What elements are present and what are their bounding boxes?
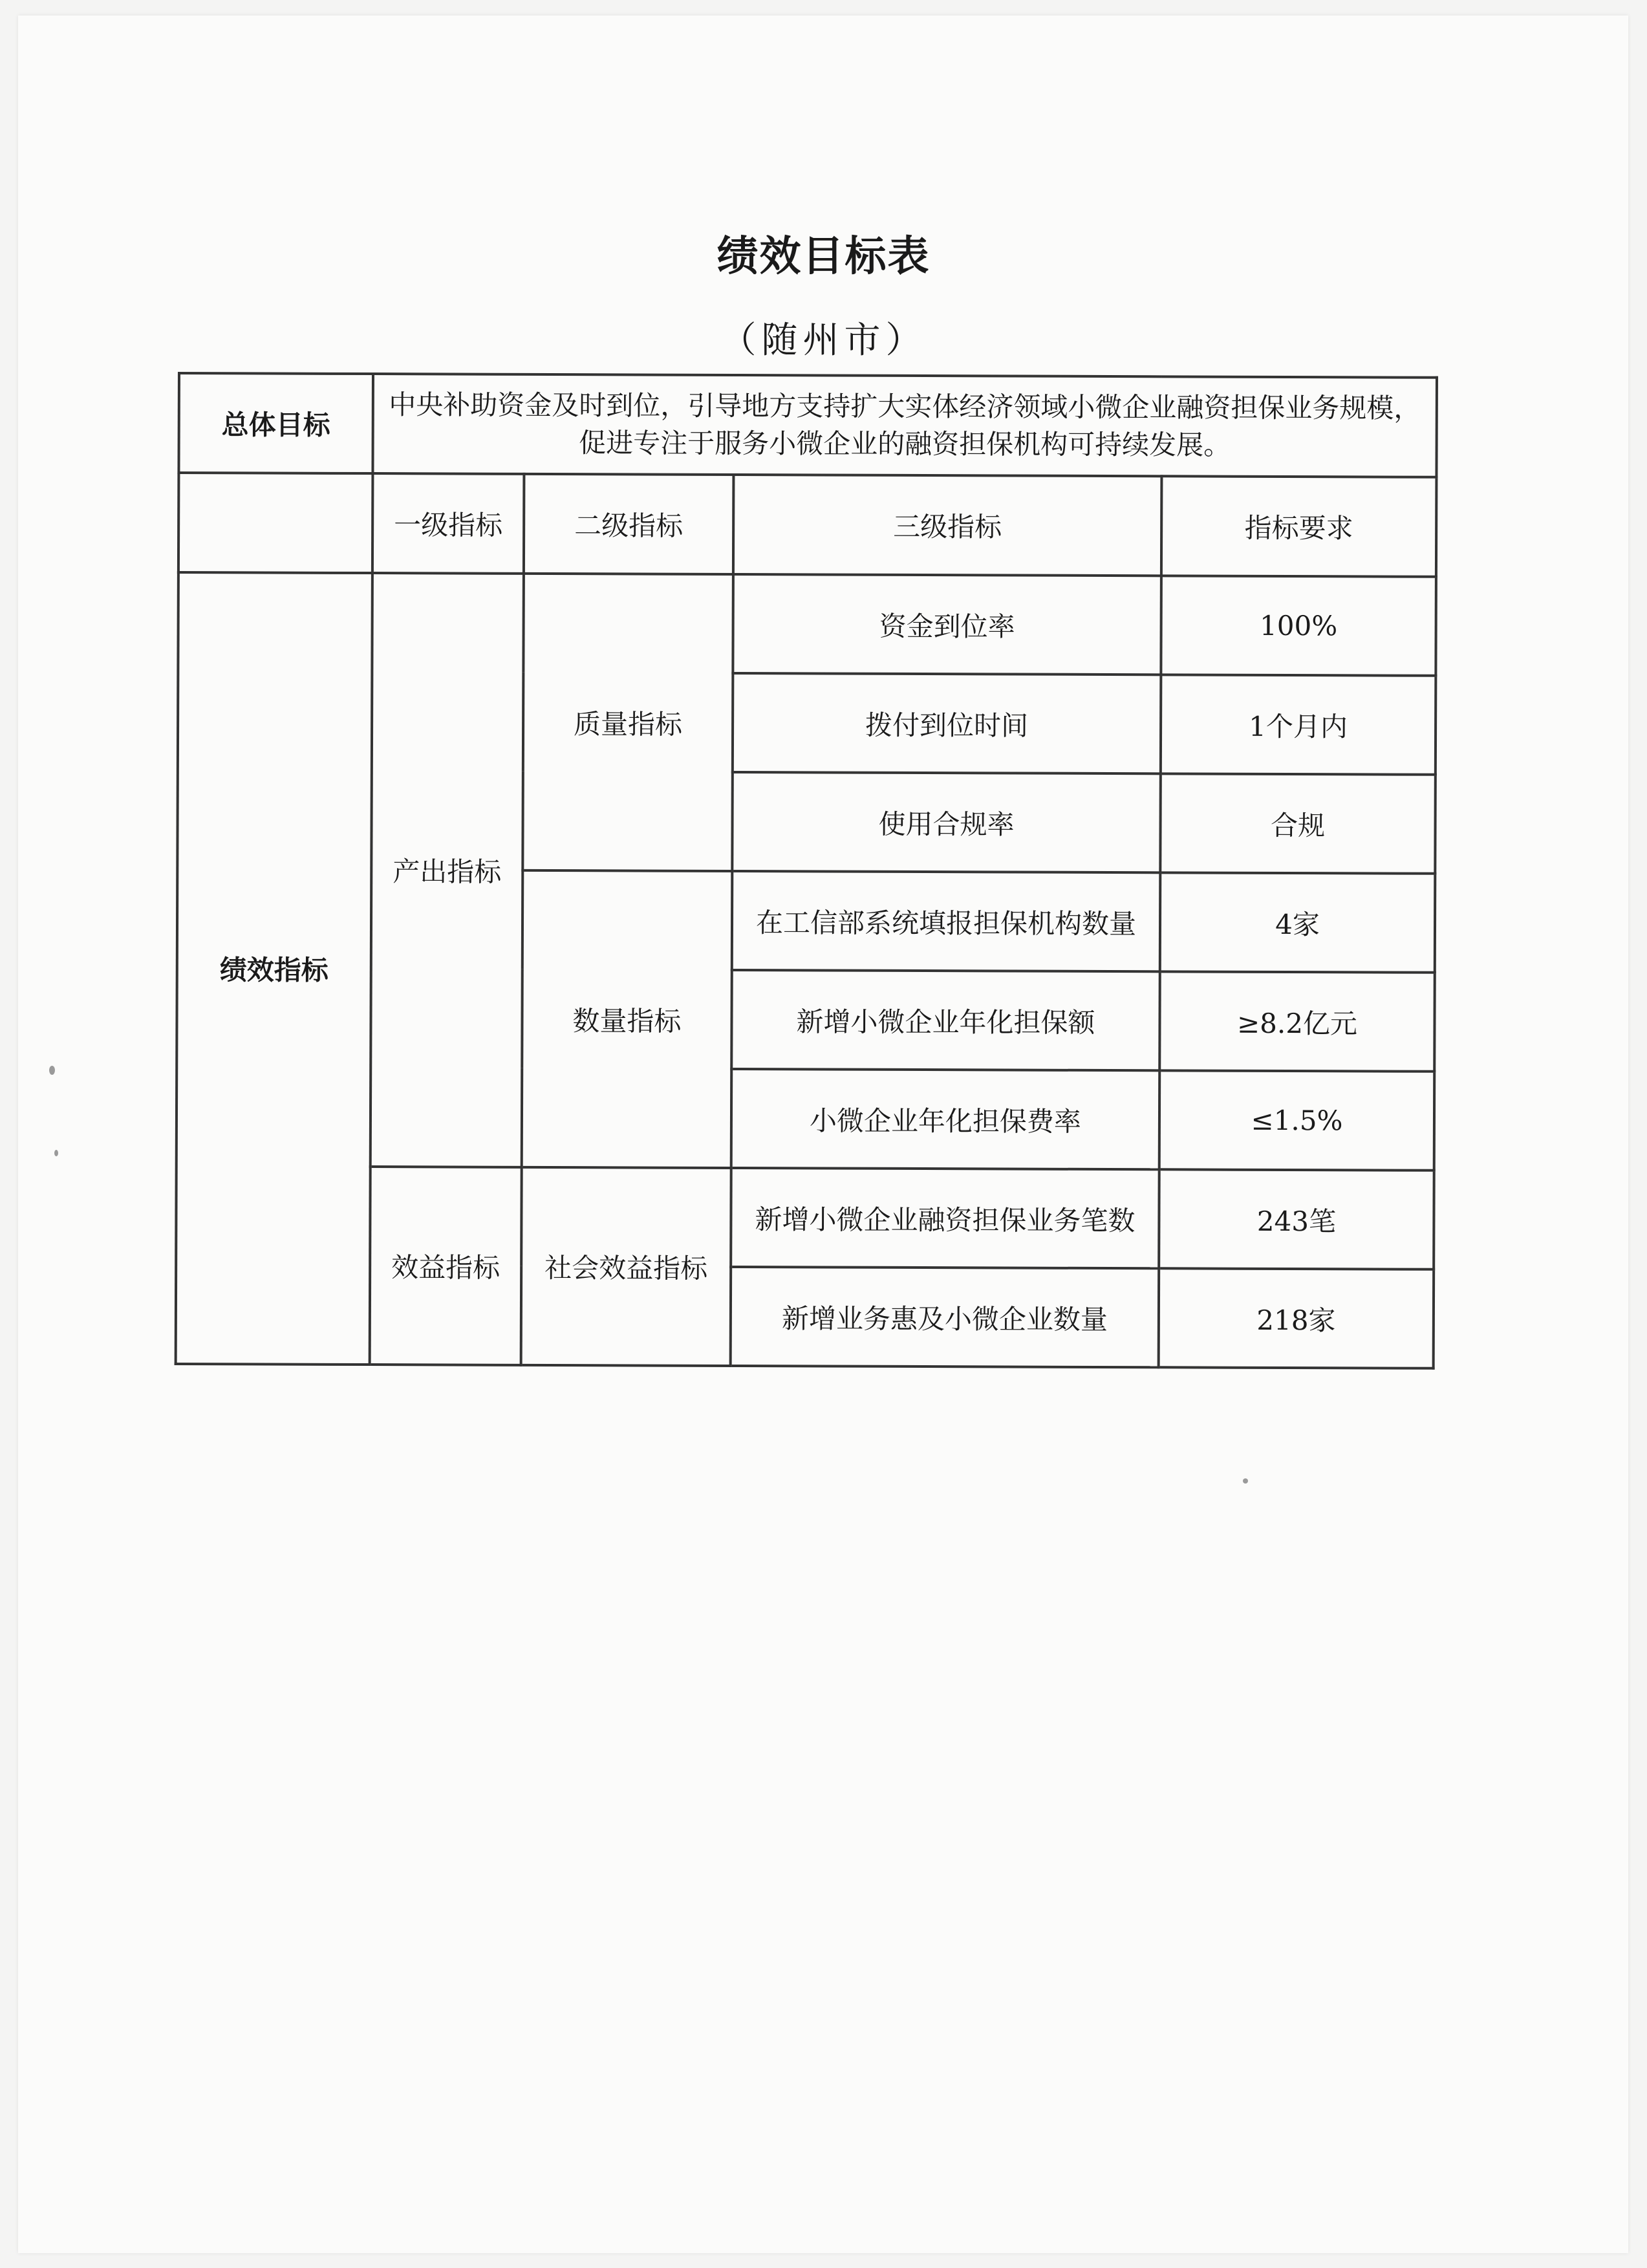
- header-level3: 三级指标: [733, 475, 1162, 576]
- indicator-cell: 小微企业年化担保费率: [731, 1069, 1160, 1169]
- document-subtitle: （随州市）: [720, 319, 927, 362]
- indicator-cell: 在工信部系统填报担保机构数量: [732, 871, 1161, 971]
- requirement-cell: 1个月内: [1161, 675, 1436, 774]
- header-empty-cell: [178, 473, 373, 573]
- indicator-cell: 拨付到位时间: [733, 673, 1161, 773]
- header-level2: 二级指标: [524, 474, 734, 574]
- requirement-cell: 100%: [1161, 576, 1436, 675]
- requirement-cell: ≥8.2亿元: [1159, 971, 1435, 1071]
- overall-goal-label: 总体目标: [178, 373, 373, 473]
- scan-speck: [1243, 1478, 1248, 1484]
- requirement-cell: ≤1.5%: [1159, 1070, 1435, 1170]
- header-level1: 一级指标: [372, 473, 524, 574]
- requirement-cell: 合规: [1160, 773, 1436, 873]
- group-social-benefit: 社会效益指标: [521, 1167, 731, 1366]
- overall-goal-text: 中央补助资金及时到位，引导地方支持扩大实体经济领域小微企业融资担保业务规模，促进专注于服务小微企业的融资担保机构可持续发展。: [372, 374, 1437, 477]
- indicators-label: 绩效指标: [176, 572, 372, 1365]
- group-quality: 质量指标: [522, 574, 733, 871]
- header-requirement: 指标要求: [1161, 476, 1437, 576]
- table-header-row: [178, 473, 1437, 577]
- document-title: 绩效目标表: [716, 233, 931, 281]
- requirement-cell: 4家: [1160, 872, 1436, 972]
- indicator-cell: 使用合规率: [732, 772, 1161, 872]
- scan-speck: [49, 1066, 55, 1075]
- group-benefit: 效益指标: [370, 1167, 522, 1365]
- performance-goal-table: [175, 372, 1438, 1370]
- scan-speck: [54, 1150, 58, 1156]
- table-row-overall-goal: [178, 373, 1437, 477]
- requirement-cell: 218家: [1159, 1268, 1434, 1368]
- group-output: 产出指标: [371, 573, 524, 1167]
- group-quantity: 数量指标: [522, 870, 733, 1168]
- indicator-cell: 新增业务惠及小微企业数量: [731, 1267, 1159, 1367]
- indicator-cell: 新增小微企业年化担保额: [731, 970, 1160, 1070]
- indicator-cell: 新增小微企业融资担保业务笔数: [731, 1168, 1159, 1268]
- indicator-cell: 资金到位率: [733, 574, 1161, 675]
- table-row: [178, 572, 1436, 676]
- requirement-cell: 243笔: [1159, 1169, 1434, 1269]
